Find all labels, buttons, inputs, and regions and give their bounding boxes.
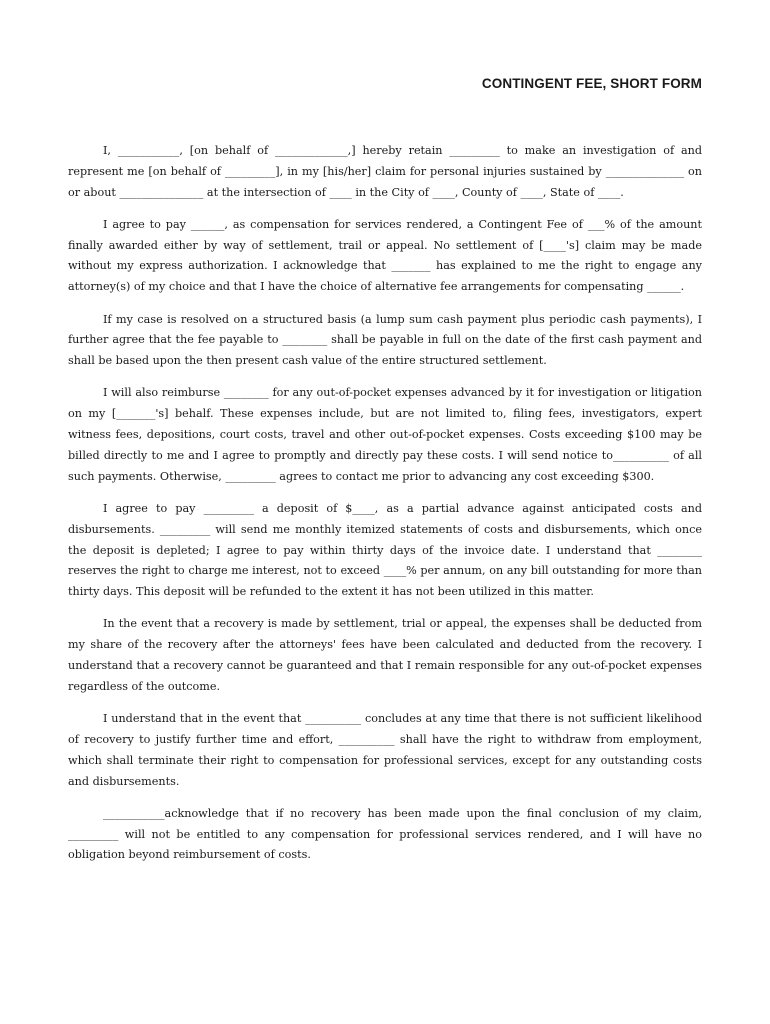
paragraph-no-recovery: ___________acknowledge that if no recovery has been made upon the final conclusion of my claim, _________ will not be entitled to any compensation for professional services rendered, and I will have no obligation beyond reimbursement of costs. <box>68 806 702 862</box>
paragraph-reimbursement: I will also reimburse ________ for any out-of-pocket expenses advanced by it for investigation or litigation on my [_______'s] behalf. These expenses include, but are not limited to, filing fees, investigators, expert witness fees, depositions, court costs, travel and other out-of-pocket expenses. Costs exceeding $100 may be billed directly to me and I agree to promptly and directly pay these costs. I will send notice to__________ of all such payments. Otherwise, _________ agrees to contact me prior to advancing any cost exceeding $300. <box>68 386 702 483</box>
paragraph-recovery-expenses: In the event that a recovery is made by settlement, trial or appeal, the expenses shall be deducted from my share of the recovery after the attorneys' fees have been calculated and deducted from the recovery. I understand that a recovery cannot be guaranteed and that I remain responsible for any out-of-pocket expenses regardless of the outcome. <box>68 617 702 693</box>
paragraph-withdrawal: I understand that in the event that __________ concludes at any time that there is not sufficient likelihood of recovery to justify further time and effort, __________ shall have the right to withdraw from employment, which shall terminate their right to compensation for professional services, except for any outstanding costs and disbursements. <box>68 712 702 788</box>
paragraph-retainer: I, ___________, [on behalf of _____________,] hereby retain _________ to make an investigation of and represent me [on behalf of _________], in my [his/her] claim for personal injuries sustained by ______________ on or about _______________ at the intersection of ____ in the City of ____, County of ____, State of ____. <box>68 144 702 199</box>
document-title: CONTINGENT FEE, SHORT FORM <box>481 76 702 91</box>
paragraph-deposit: I agree to pay _________ a deposit of $____, as a partial advance against anticipated costs and disbursements. _________ will send me monthly itemized statements of costs and disbursements, which once the deposit is depleted; I agree to pay within thirty days of the invoice date. I understand that ________ reserves the right to charge me interest, not to exceed ____% per annum, on any bill outstanding for more than thirty days. This deposit will be refunded to the extent it has not been utilized in this matter. <box>68 501 702 599</box>
document-body <box>68 141 702 866</box>
paragraph-structured-settlement: If my case is resolved on a structured basis (a lump sum cash payment plus periodic cash payments), I further agree that the fee payable to ________ shall be payable in full on the date of the first cash payment and shall be based upon the then present cash value of the entire structured settlement. <box>68 312 702 368</box>
paragraph-contingent-fee: I agree to pay ______, as compensation for services rendered, a Contingent Fee of ___% of the amount finally awarded either by way of settlement, trail or appeal. No settlement of [____'s] claim may be made without my express authorization. I acknowledge that _______ has explained to me the right to engage any attorney(s) of my choice and that I have the choice of alternative fee arrangements for compensating ______. <box>68 217 702 294</box>
